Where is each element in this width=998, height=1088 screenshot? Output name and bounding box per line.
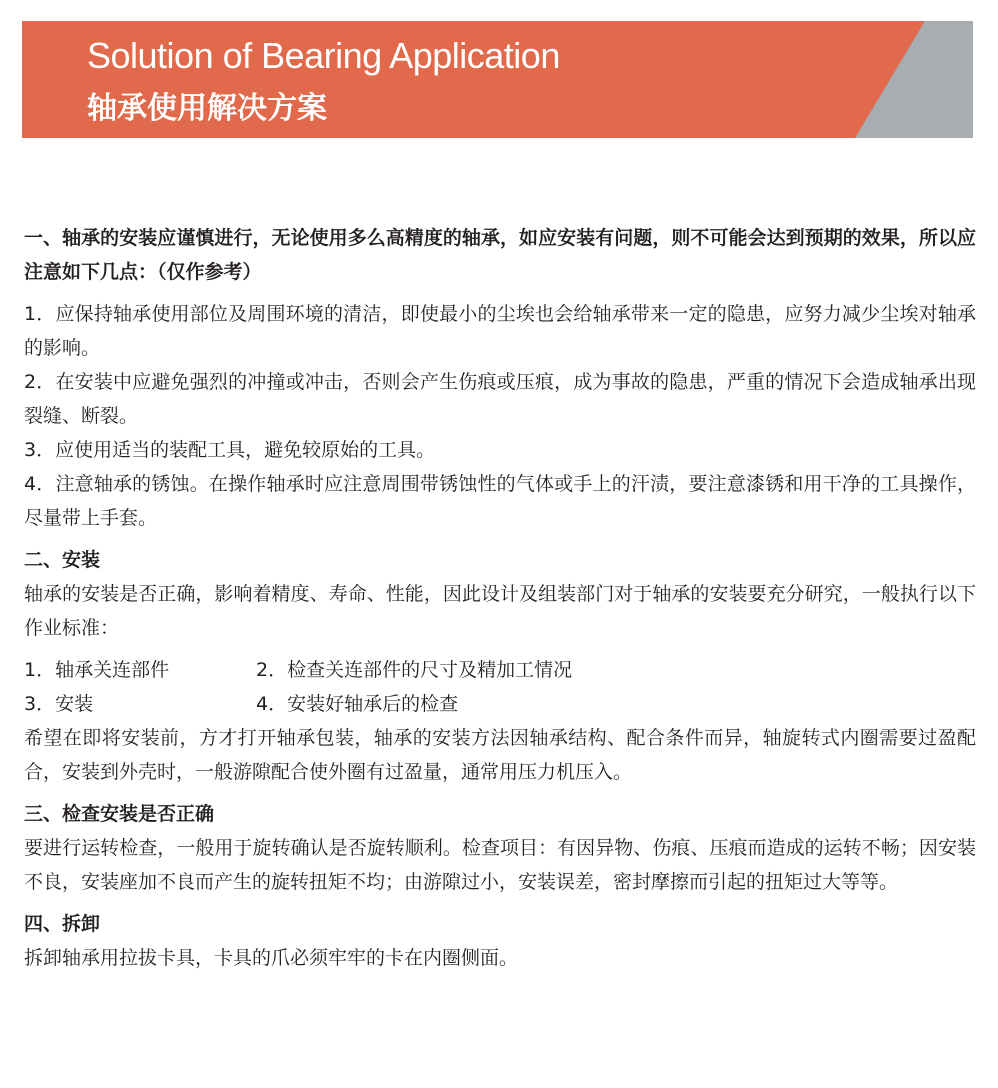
step-2: 2．检查关连部件的尺寸及精加工情况 bbox=[256, 659, 573, 681]
section-4-body: 拆卸轴承用拉拔卡具，卡具的爪必须牢牢的卡在内圈侧面。 bbox=[24, 947, 519, 969]
spacer bbox=[24, 535, 976, 543]
section-4-heading: 四、拆卸 bbox=[24, 913, 101, 935]
banner-title-chinese: 轴承使用解决方案 bbox=[87, 91, 327, 126]
section-1-item-3: 3．应使用适当的装配工具，避免较原始的工具。 bbox=[24, 439, 436, 461]
section-1-item-4: 4．注意轴承的锈蚀。在操作轴承时应注意周围带锈蚀性的气体或手上的汗渍，要注意漆锈和用干净的工具操作，尽量带上手套。 bbox=[24, 473, 976, 529]
section-1-item-2: 2．在安装中应避免强烈的冲撞或冲击，否则会产生伤痕或压痕，成为事故的隐患，严重的情况下会造成轴承出现裂缝、断裂。 bbox=[24, 371, 976, 427]
document-body bbox=[24, 221, 976, 975]
spacer bbox=[24, 645, 976, 653]
steps-row-2 bbox=[24, 687, 976, 721]
step-3: 3．安装 bbox=[24, 693, 94, 715]
spacer bbox=[24, 289, 976, 297]
step-4: 4．安装好轴承后的检查 bbox=[256, 693, 459, 715]
section-2-intro: 轴承的安装是否正确，影响着精度、寿命、性能，因此设计及组装部门对于轴承的安装要充分研究，一般执行以下作业标准： bbox=[24, 583, 976, 639]
section-1-item-1: 1．应保持轴承使用部位及周围环境的清洁，即使最小的尘埃也会给轴承带来一定的隐患，应努力减少尘埃对轴承的影响。 bbox=[24, 303, 976, 359]
steps-row-1 bbox=[24, 653, 976, 687]
spacer bbox=[24, 899, 976, 907]
step-1: 1．轴承关连部件 bbox=[24, 659, 170, 681]
title-banner bbox=[22, 21, 973, 138]
section-3-heading: 三、检查安装是否正确 bbox=[24, 803, 215, 825]
section-3-body: 要进行运转检查，一般用于旋转确认是否旋转顺利。检查项目：有因异物、伤痕、压痕而造成的运转不畅；因安装不良，安装座加不良而产生的旋转扭矩不均；由游隙过小，安装误差，密封摩擦而引起的扭矩过大等等。 bbox=[24, 837, 976, 893]
section-2-note: 希望在即将安装前，方才打开轴承包装，轴承的安装方法因轴承结构、配合条件而异，轴旋转式内圈需要过盈配合，安装到外壳时，一般游隙配合使外圈有过盈量，通常用压力机压入。 bbox=[24, 727, 976, 783]
spacer bbox=[24, 789, 976, 797]
banner-title-english: Solution of Bearing Application bbox=[87, 35, 560, 76]
section-1-heading: 一、轴承的安装应谨慎进行，无论使用多么高精度的轴承，如应安装有问题，则不可能会达到预期的效果，所以应注意如下几点：（仅作参考） bbox=[24, 227, 976, 283]
section-2-heading: 二、安装 bbox=[24, 549, 101, 571]
